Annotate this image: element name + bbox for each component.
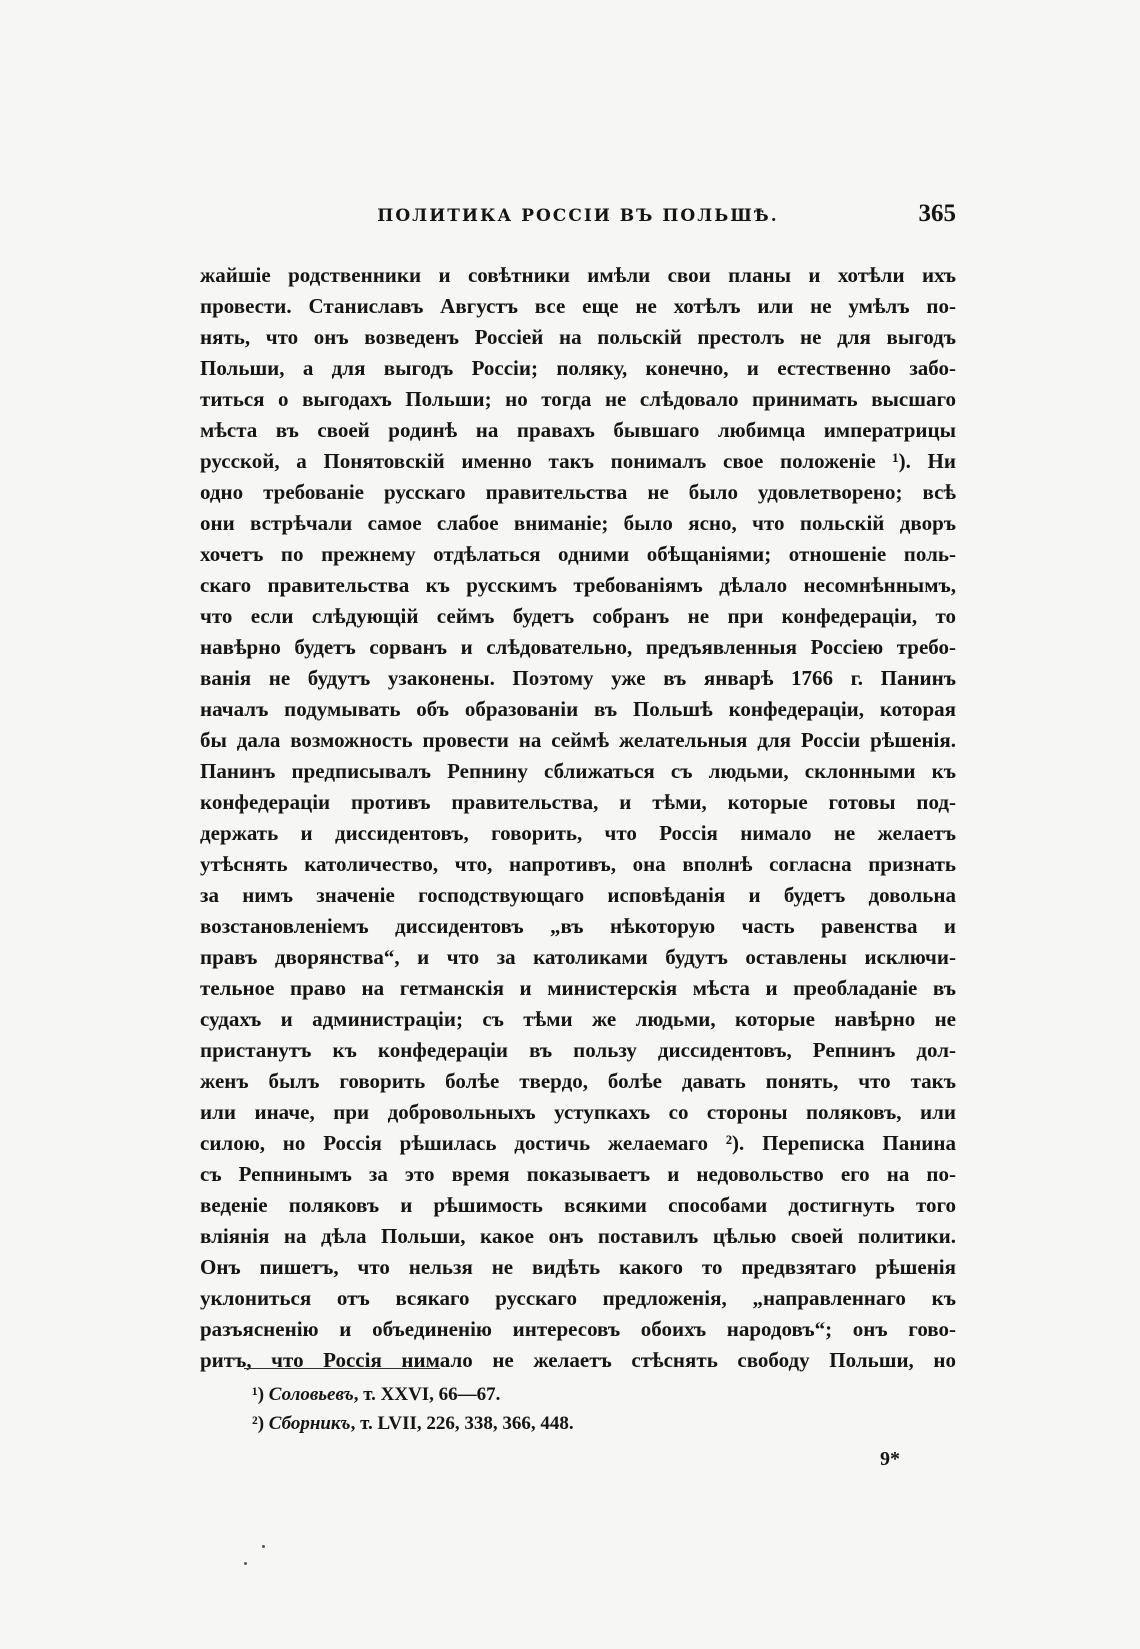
scan-speck xyxy=(244,1562,247,1565)
text-line: тельное право на гетманскія и министерскія мѣста и преобладаніе въ xyxy=(200,976,956,1000)
text-line: судахъ и администраціи; съ тѣми же людьми, которые навѣрно не xyxy=(200,1007,956,1031)
text-line: скаго правительства къ русскимъ требованіямъ дѣлало несомнѣннымъ, xyxy=(200,573,956,597)
text-line: мѣста въ своей родинѣ на правахъ бывшаго любимца императрицы xyxy=(200,418,956,442)
footnote xyxy=(252,1409,852,1438)
text-line: навѣрно будетъ сорванъ и слѣдовательно, предъявленныя Россіею требо- xyxy=(200,635,956,659)
text-line: провести. Станиславъ Августъ все еще не хотѣлъ или не умѣлъ по- xyxy=(200,294,956,318)
text-line: одно требованіе русскаго правительства не было удовлетворено; всѣ xyxy=(200,480,956,504)
text-line: пристанутъ къ конфедераціи въ пользу диссидентовъ, Репнинъ дол- xyxy=(200,1038,956,1062)
page-header xyxy=(200,200,956,234)
text-line: вліянія на дѣла Польши, какое онъ поставилъ цѣлью своей политики. xyxy=(200,1224,956,1248)
text-line: Онъ пишетъ, что нельзя не видѣть какого то предвзятаго рѣшенія xyxy=(200,1255,956,1279)
text-line: уклониться отъ всякаго русскаго предложенія, „направленнаго къ xyxy=(200,1286,956,1310)
text-line: что если слѣдующій сеймъ будетъ собранъ не при конфедераціи, то xyxy=(200,604,956,628)
footnote-source: Соловьевъ xyxy=(268,1384,354,1405)
text-line: нять, что онъ возведенъ Россіей на польскій престолъ не для выгодъ xyxy=(200,325,956,349)
footnote-reference: , т. XXVI, 66—67. xyxy=(353,1384,501,1405)
text-line: Панинъ предписывалъ Репнину сближаться съ людьми, склонными къ xyxy=(200,759,956,783)
footnote xyxy=(252,1380,852,1409)
text-line: титься о выгодахъ Польши; но тогда не слѣдовало принимать высшаго xyxy=(200,387,956,411)
text-line: держать и диссидентовъ, говорить, что Россія нимало не желаетъ xyxy=(200,821,956,845)
text-line: женъ былъ говорить болѣе твердо, болѣе давать понять, что такъ xyxy=(200,1069,956,1093)
footnote-marker: ¹) xyxy=(252,1384,265,1405)
footnote-marker: ²) xyxy=(252,1413,265,1434)
text-line: бы дала возможность провести на сеймѣ желательныя для Россіи рѣшенія. xyxy=(200,728,956,752)
text-line: правъ дворянства“, и что за католиками будутъ оставлены исключи- xyxy=(200,945,956,969)
text-line: хочетъ по прежнему отдѣлаться одними обѣщаніями; отношеніе поль- xyxy=(200,542,956,566)
text-line: силою, но Россія рѣшилась достичь желаемаго ²). Переписка Панина xyxy=(200,1131,956,1155)
text-line: русской, а Понятовскій именно такъ понималъ свое положеніе ¹). Ни xyxy=(200,449,956,473)
text-line: за нимъ значеніе господствующаго исповѣданія и будетъ довольна xyxy=(200,883,956,907)
text-line: или иначе, при добровольныхъ уступкахъ со стороны поляковъ, или xyxy=(200,1100,956,1124)
text-line: ритъ, что Россія нимало не желаетъ стѣснять свободу Польши, но xyxy=(200,1348,956,1372)
text-line: веденіе поляковъ и рѣшимость всякими способами достигнуть того xyxy=(200,1193,956,1217)
text-line: ванія не будутъ узаконены. Поэтому уже въ январѣ 1766 г. Панинъ xyxy=(200,666,956,690)
page-number: 365 xyxy=(918,200,956,227)
text-line: конфедераціи противъ правительства, и тѣми, которые готовы под- xyxy=(200,790,956,814)
footnote-separator xyxy=(244,1368,440,1369)
text-line: жайшіе родственники и совѣтники имѣли свои планы и хотѣли ихъ xyxy=(200,263,956,287)
footnote-reference: , т. LVII, 226, 338, 366, 448. xyxy=(350,1413,574,1434)
scan-speck xyxy=(262,1545,265,1548)
text-line: они встрѣчали самое слабое вниманіе; было ясно, что польскій дворъ xyxy=(200,511,956,535)
text-line: началъ подумывать объ образованіи въ Польшѣ конфедераціи, которая xyxy=(200,697,956,721)
body-text xyxy=(200,260,956,1376)
footnote-source: Сборникъ xyxy=(268,1413,351,1434)
text-line: утѣснять католичество, что, напротивъ, она вполнѣ согласна признать xyxy=(200,852,956,876)
text-line: Польши, а для выгодъ Россіи; поляку, конечно, и естественно забо- xyxy=(200,356,956,380)
footnotes xyxy=(252,1380,852,1438)
text-line: возстановленіемъ диссидентовъ „въ нѣкоторую часть равенства и xyxy=(200,914,956,938)
signature-mark: 9* xyxy=(880,1448,900,1470)
text-line: разъясненію и объединенію интересовъ обоихъ народовъ“; онъ гово- xyxy=(200,1317,956,1341)
text-line: съ Репнинымъ за это время показываетъ и недовольство его на по- xyxy=(200,1162,956,1186)
running-title: ПОЛИТИКА РОССІИ ВЪ ПОЛЬШѢ. xyxy=(377,206,779,226)
